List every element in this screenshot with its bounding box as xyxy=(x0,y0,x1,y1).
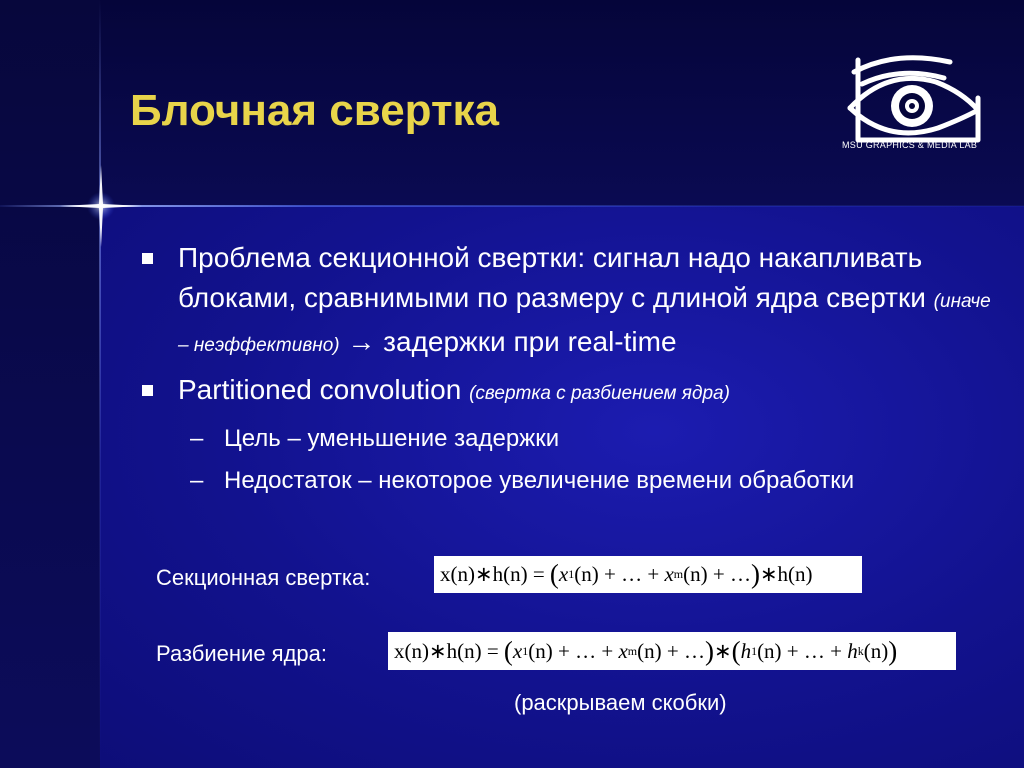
decor-vertical-line xyxy=(99,0,101,768)
sub-bullet-list xyxy=(140,418,1000,502)
bullet-tail: задержки при real-time xyxy=(383,326,677,357)
arrow-icon: → xyxy=(347,326,376,357)
dash-icon: – xyxy=(190,467,204,494)
formula-part: (n) + … + xyxy=(528,638,614,663)
formula-part: ∗h(n) xyxy=(759,562,813,586)
formula-sub: 1 xyxy=(522,643,529,658)
formula-paren: ( xyxy=(731,635,741,666)
formula-paren: ) xyxy=(704,635,714,666)
formula-var: x xyxy=(512,638,523,663)
formula-sub: m xyxy=(673,567,684,581)
slide-title: Блочная свертка xyxy=(130,86,500,135)
sub-bullet-item xyxy=(140,460,1000,502)
formula-box xyxy=(434,556,862,593)
bullet-text: Partitioned convolution xyxy=(178,374,462,405)
sub-bullet-text: Цель – уменьшение задержки xyxy=(224,425,560,452)
footnote: (раскрываем скобки) xyxy=(514,690,727,715)
formula-sub: 1 xyxy=(568,567,575,581)
formula-part: (n) xyxy=(863,638,889,663)
bullet-text: Проблема секционной свертки: сигнал надо накапливать блоками, сравнимыми по размеру с длиной ядра свертки xyxy=(178,242,926,313)
formula-label: Секционная свертка: xyxy=(156,565,371,590)
sub-bullet-item xyxy=(140,418,1000,460)
decor-horizontal-line xyxy=(0,205,1024,207)
bullet-item xyxy=(140,370,1000,414)
bullet-note: (свертка с разбиением ядра) xyxy=(469,383,730,404)
bullet-note: (иначе – неэффективно) xyxy=(178,291,991,356)
formula-paren: ) xyxy=(888,635,898,666)
formula-sub: m xyxy=(627,643,638,658)
formula-paren: ( xyxy=(549,559,559,589)
formula-part: (n) + … + xyxy=(757,638,842,663)
formula-paren: ) xyxy=(750,559,760,589)
formula-sub: k xyxy=(857,643,864,658)
formula-sub: 1 xyxy=(751,643,758,658)
formula-var: h xyxy=(740,638,752,663)
background-left-band xyxy=(0,0,100,768)
formula-part: (n) + … xyxy=(637,638,705,663)
formula-var: x xyxy=(618,638,628,663)
bullet-item xyxy=(140,238,1000,366)
logo-caption: MSU GRAPHICS & MEDIA LAB xyxy=(842,140,978,150)
bullet-list xyxy=(140,238,1000,502)
formula-var: x xyxy=(664,562,674,586)
bullet-square-icon xyxy=(142,385,153,396)
formula-label: Разбиение ядра: xyxy=(156,641,328,666)
formula-paren: ( xyxy=(503,635,513,666)
formula-var: x xyxy=(558,562,569,586)
formula-part: (n) + … + xyxy=(574,562,660,586)
bullet-square-icon xyxy=(142,253,153,264)
sub-bullet-text: Недостаток – некоторое увеличение времени обработки xyxy=(224,467,855,494)
formula-part: x(n)∗h(n) = xyxy=(440,562,545,586)
formula-box xyxy=(388,632,956,670)
sparkle-icon xyxy=(60,165,142,247)
formula-part: x(n)∗h(n) = xyxy=(394,638,499,663)
formula-var: h xyxy=(847,638,858,663)
dash-icon: – xyxy=(190,425,204,452)
formula-part: (n) + … xyxy=(683,562,751,586)
formula-part: ∗ xyxy=(713,638,732,663)
